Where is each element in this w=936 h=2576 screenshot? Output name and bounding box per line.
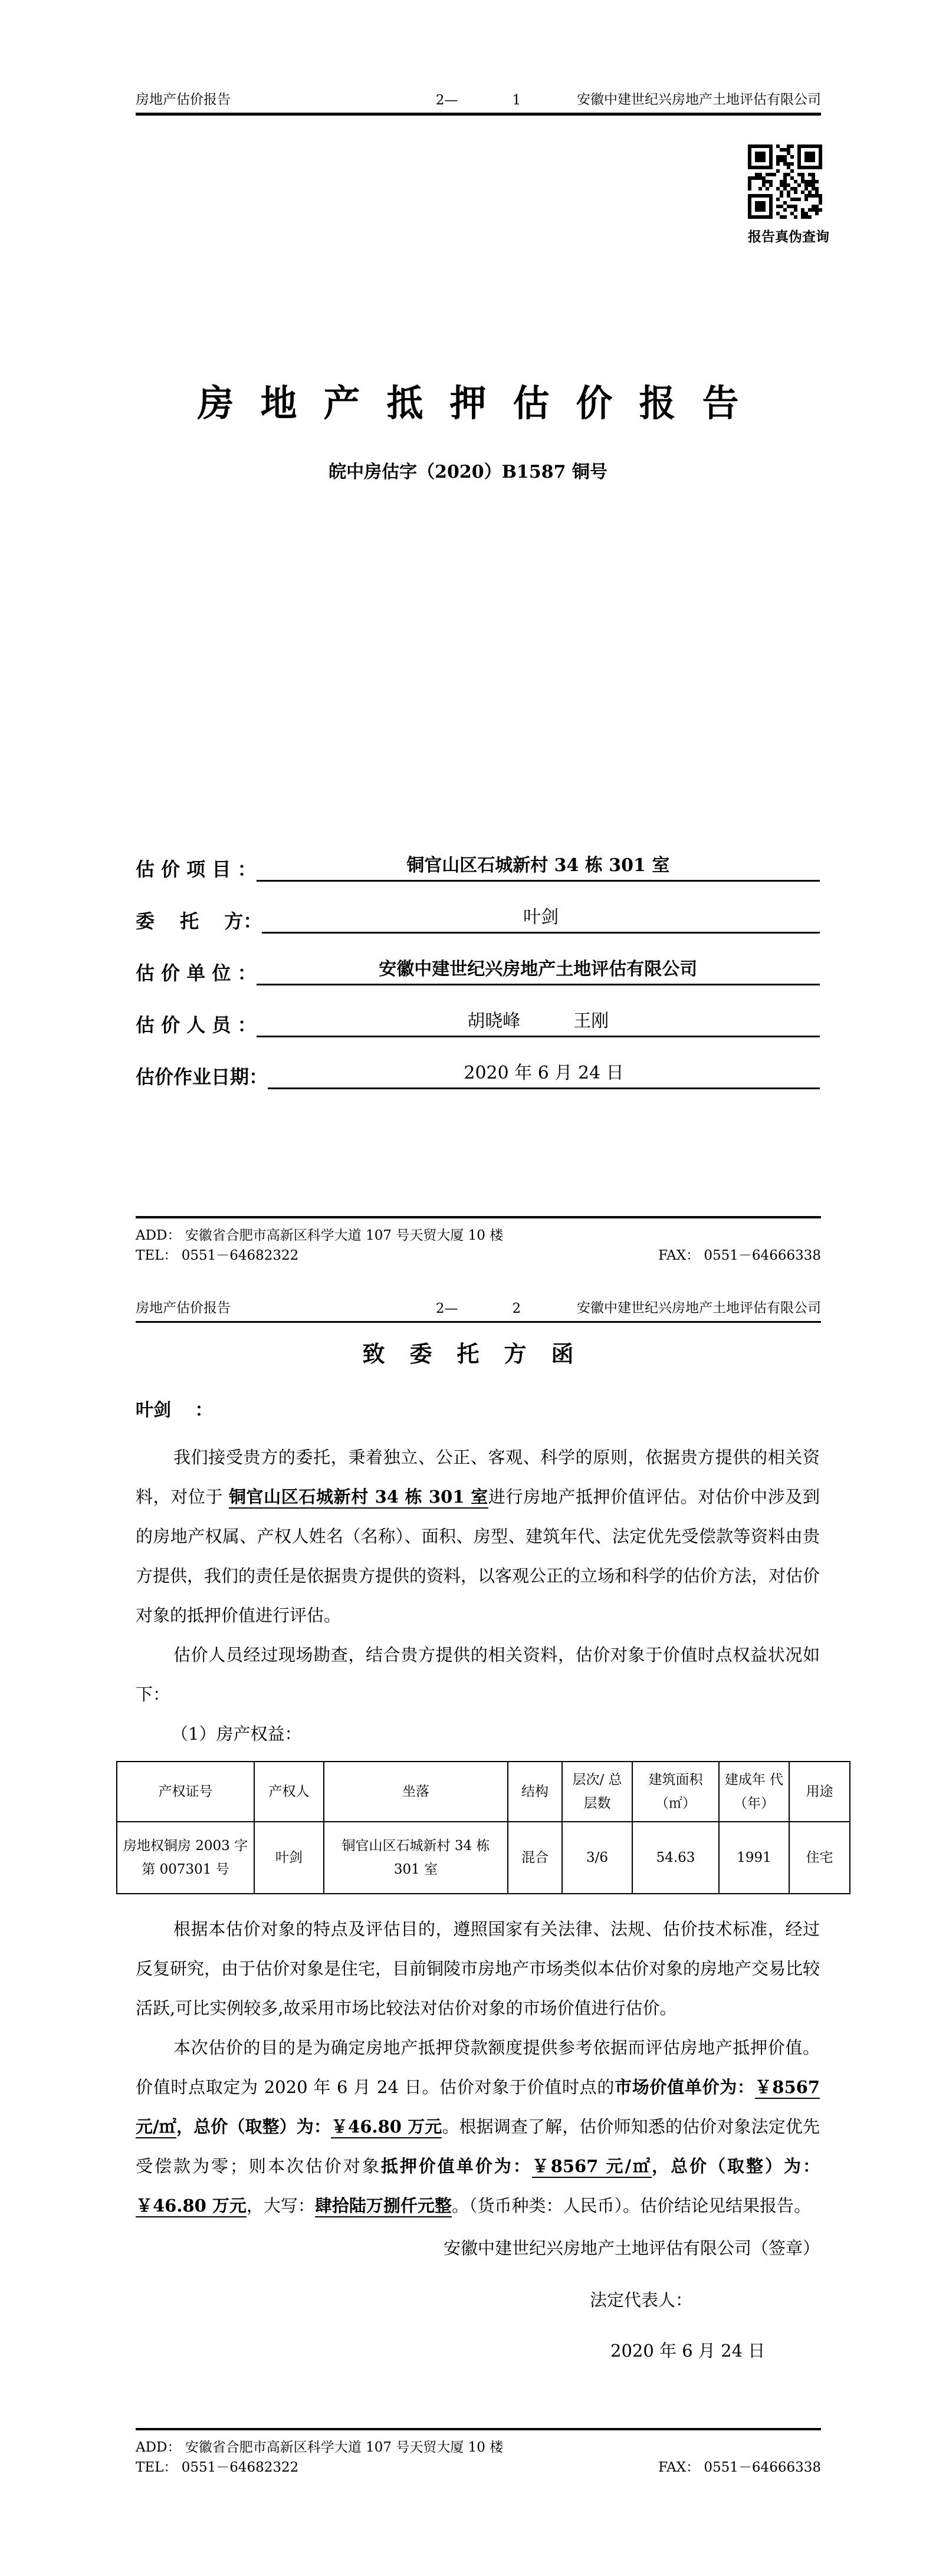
text-segment: ￥46.80 万元	[136, 2196, 247, 2217]
qr-finder-icon	[748, 144, 773, 169]
header-total-pages: 2—	[435, 1301, 458, 1316]
text-segment: 。根据调查了解，估价师知悉的估价对象法定优先受偿款为零；则本次估价对象	[136, 2117, 820, 2176]
header-rule	[136, 113, 821, 116]
letter-paragraph	[136, 1635, 820, 1714]
field-value: 安徽中建世纪兴房地产土地评估有限公司	[257, 954, 820, 985]
text-segment: ￥8567 元/㎡	[532, 2156, 652, 2178]
table-cell: 1991	[719, 1822, 789, 1894]
form-field-row-0	[136, 830, 820, 882]
property-rights-table	[116, 1761, 850, 1894]
form-field-row-3	[136, 985, 820, 1037]
text-segment: 总价（取整）为：	[193, 2117, 331, 2137]
table-header-row	[117, 1762, 850, 1822]
letter-paragraph	[136, 1910, 820, 2028]
text-segment: 铜官山区石城新村 34 栋 301 室	[229, 1487, 488, 1509]
text-segment: 。（货币种类：人民币）。估价结论见结果报告。	[451, 2196, 811, 2216]
page2-running-header	[136, 1297, 821, 1316]
header-total-pages: 2—	[435, 93, 458, 108]
field-label: 估 价 单 位 ：	[136, 962, 257, 984]
verification-qr-block	[748, 144, 829, 245]
footer-tel: TEL： 0551－64682322	[136, 2460, 299, 2475]
text-segment: 市场价值单价为：	[615, 2077, 755, 2097]
header-rule	[136, 1321, 821, 1323]
text-segment: ，	[652, 2156, 671, 2176]
form-field-row-2	[136, 934, 820, 985]
field-label: 估 价 项 目 ：	[136, 858, 257, 880]
table-header-cell: 层次/ 总层数	[562, 1762, 632, 1822]
footer-address: ADD： 安徽省合肥市高新区科学大道 107 号天贸大厦 10 楼	[136, 1228, 504, 1243]
header-doc-type: 房地产估价报告	[136, 1300, 231, 1316]
header-page-no: 2	[512, 1301, 521, 1316]
form-field-row-1	[136, 882, 820, 934]
qr-finder-icon	[797, 144, 822, 169]
table-cell: 3/6	[562, 1822, 632, 1894]
footer-tel: TEL： 0551－64682322	[136, 1248, 299, 1263]
header-page-number	[436, 93, 521, 108]
footer-address: ADD： 安徽省合肥市高新区科学大道 107 号天贸大厦 10 楼	[136, 2440, 504, 2455]
letter-paragraph	[136, 1438, 820, 1635]
letter-title: 致委托方函	[362, 1340, 599, 1367]
table-cell: 铜官山区石城新村 34 栋 301 室	[324, 1822, 508, 1894]
table-cell: 叶剑	[254, 1822, 324, 1894]
field-label: 估价作业日期：	[136, 1066, 268, 1088]
header-doc-type: 房地产估价报告	[136, 92, 231, 107]
document-page-2	[0, 1289, 936, 2576]
table-header-cell: 结构	[508, 1762, 562, 1822]
text-segment: 进行房地产抵押价值评估。对估价中涉及到的房地产权属、产权人姓名（名称）、面积、房型、建筑年代、法定优先受偿款等资料由贵方提供，我们的责任是依据贵方提供的资料，以客观公正的立场和科学的估价方法，对估价对象的抵押价值进行评估。	[136, 1487, 820, 1625]
page1-running-header	[136, 88, 821, 108]
page2-footer	[136, 2428, 821, 2478]
text-segment: 根据本估价对象的特点及评估目的，遵照国家有关法律、法规、估价技术标准，经过反复研究，由于估价对象是住宅，目前铜陵市房地产市场类似本估价对象的房地产交易比较活跃,可比实例较多,故采用市场比较法对估价对象的市场价值进行估价。	[136, 1919, 820, 2018]
text-segment: ，大写：	[246, 2196, 315, 2216]
text-segment: 本次估价的目的是为确定房地产抵押贷款额度提供参考依据而评估房地产抵押价值。价值时点取定为 2020 年 6 月 24 日。估价对象于价值时点的	[136, 2038, 820, 2097]
footer-rule	[136, 2428, 821, 2430]
letter-paragraph	[136, 2028, 820, 2226]
field-value: 叶剑	[262, 902, 820, 934]
footer-rule	[136, 1216, 821, 1218]
text-segment: ，	[176, 2117, 194, 2137]
table-header-cell: 用途	[789, 1762, 850, 1822]
text-segment: ￥46.80 万元	[331, 2117, 442, 2138]
table-cell: 房地权铜房 2003 字 第 007301 号	[117, 1822, 254, 1894]
field-label: 估 价 人 员 ：	[136, 1014, 257, 1036]
table-cell: 住宅	[789, 1822, 850, 1894]
field-value: 铜官山区石城新村 34 栋 301 室	[257, 850, 820, 882]
field-value: 胡晓峰 王刚	[257, 1006, 820, 1037]
signature-company: 安徽中建世纪兴房地产土地评估有限公司（签章）	[443, 2238, 820, 2258]
cover-form	[136, 830, 820, 1089]
page1-footer	[136, 1216, 821, 1266]
qr-code	[748, 144, 822, 219]
report-title: 房地产抵押估价报告	[197, 382, 766, 425]
table-header-cell: 产权证号	[117, 1762, 254, 1822]
header-page-no: 1	[512, 93, 521, 108]
text-segment: 估价人员经过现场勘查，结合贵方提供的相关资料，估价对象于价值时点权益状况如下：	[136, 1645, 820, 1704]
qr-caption: 报告真伪查询	[748, 229, 829, 245]
letter-salutation: 叶剑 ：	[136, 1400, 213, 1421]
qr-finder-icon	[748, 194, 773, 219]
text-segment: ￥8567 元/㎡	[136, 2077, 820, 2138]
form-field-row-4	[136, 1037, 820, 1089]
field-label: 委 托 方：	[136, 910, 262, 932]
text-segment: 抵押价值单价为：	[380, 2156, 532, 2176]
header-company-name: 安徽中建世纪兴房地产土地评估有限公司	[577, 92, 821, 107]
text-segment: 肆拾陆万捌仟元整	[315, 2196, 452, 2217]
report-doc-number: 皖中房估字（2020）B1587 铜号	[329, 462, 607, 482]
footer-fax: FAX： 0551－64666338	[658, 2460, 821, 2475]
signature-legal-rep: 法定代表人：	[590, 2290, 693, 2310]
table-header-cell: 建成年 代（年）	[719, 1762, 789, 1822]
field-value: 2020 年 6 月 24 日	[268, 1058, 820, 1089]
table-header-cell: 坐落	[324, 1762, 508, 1822]
table-header-cell: 建筑面积 （㎡）	[632, 1762, 719, 1822]
rights-list-label: （1）房产权益：	[171, 1724, 302, 1744]
header-page-number	[436, 1301, 521, 1316]
table-header-cell: 产权人	[254, 1762, 324, 1822]
table-cell: 54.63	[632, 1822, 719, 1894]
signature-date: 2020 年 6 月 24 日	[610, 2341, 766, 2361]
footer-fax: FAX： 0551－64666338	[658, 1248, 821, 1263]
table-row	[117, 1822, 850, 1894]
header-company-name: 安徽中建世纪兴房地产土地评估有限公司	[577, 1300, 821, 1316]
table-cell: 混合	[508, 1822, 562, 1894]
text-segment: 总价（取整）为：	[671, 2156, 820, 2176]
text-segment: 我们接受贵方的委托，秉着独立、公正、客观、科学的原则，依据贵方提供的相关资料，对位于	[136, 1447, 820, 1507]
